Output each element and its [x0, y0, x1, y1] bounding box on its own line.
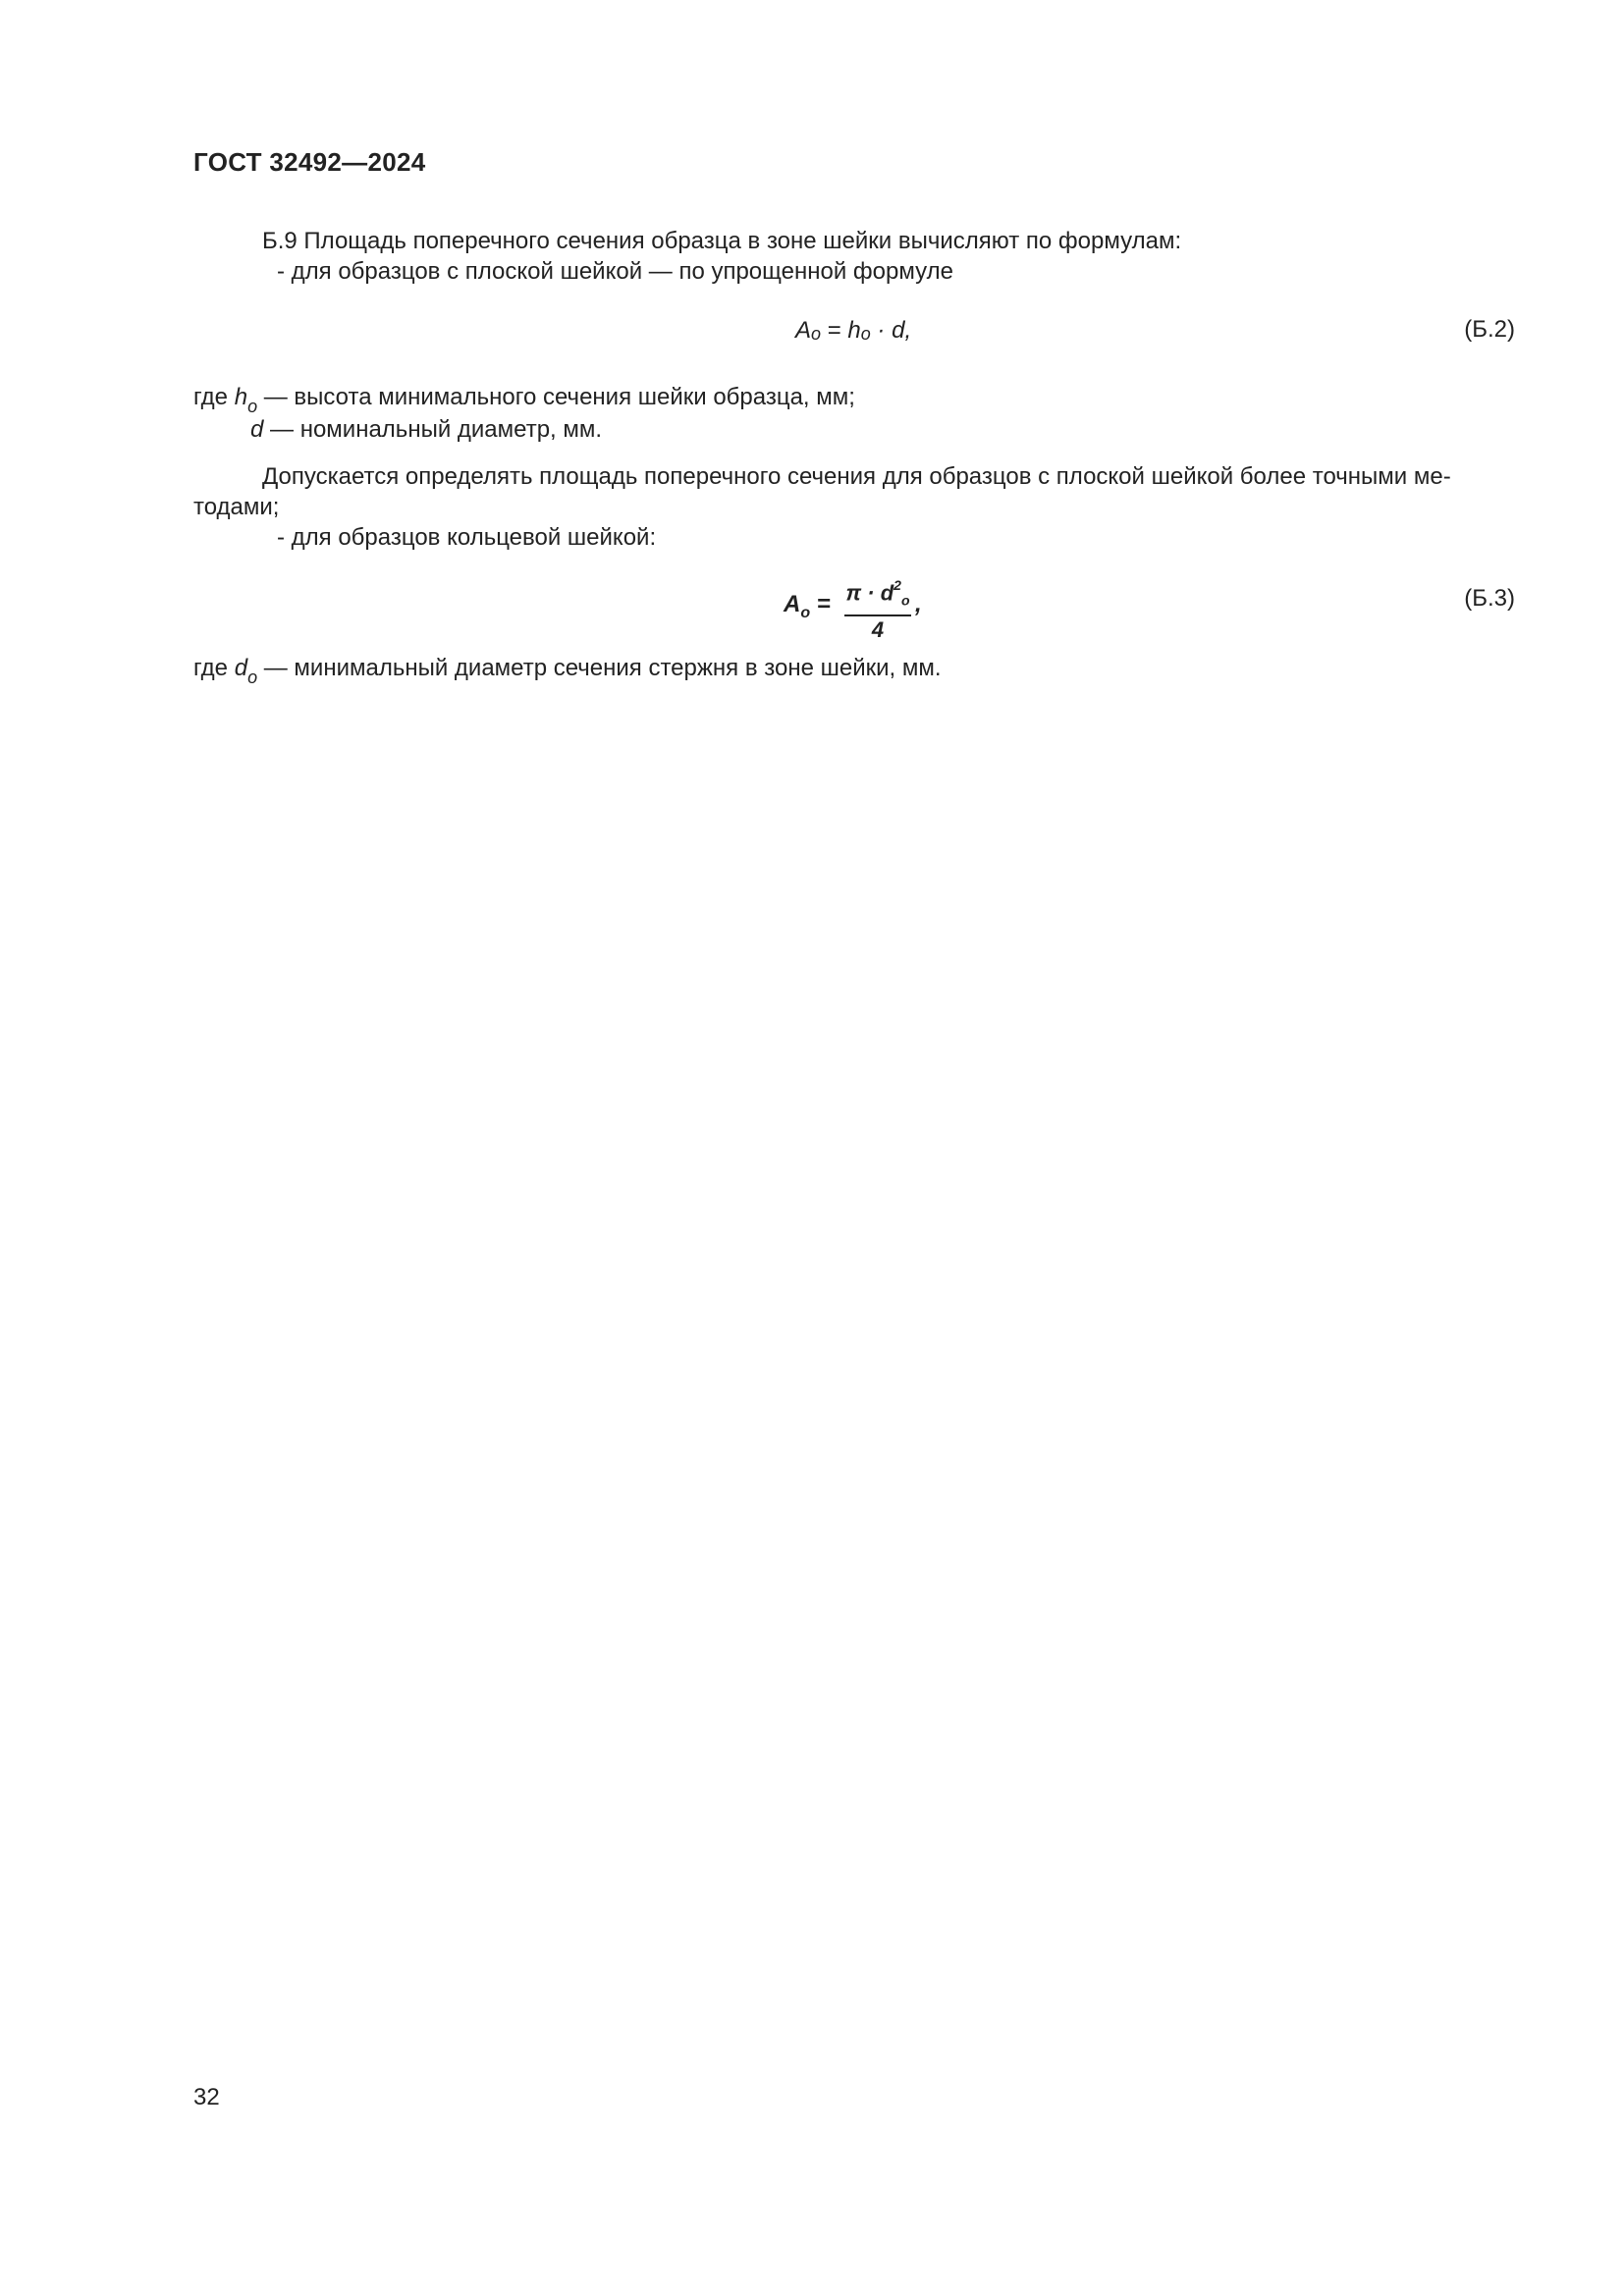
legend2-d-sub: o — [247, 667, 258, 687]
formula-b3-lhs-sub: o — [800, 604, 811, 621]
legend-h-sub: o — [247, 397, 258, 416]
legend2-d-desc: — минимальный диаметр сечения стержня в зоне шейки, мм. — [257, 655, 942, 681]
formula-b3-eq: = — [810, 591, 831, 617]
fraction-bar — [844, 614, 911, 616]
formula-b2-h: h — [847, 317, 861, 344]
formula-b2-h-sub: o — [860, 324, 871, 344]
legend-d-symbol: d — [250, 416, 264, 443]
formula-b2-number: (Б.2) — [1464, 316, 1515, 343]
legend-h — [193, 383, 855, 416]
section-b9-line2: - для образцов с плоской шейкой — по упрощенной формуле — [277, 258, 953, 285]
formula-b3-num-sup: 2 — [893, 577, 901, 593]
paragraph-line2: тодами; — [193, 494, 280, 520]
document-header: ГОСТ 32492—2024 — [193, 147, 426, 177]
page-number: 32 — [193, 2084, 220, 2110]
legend-do — [193, 654, 942, 687]
formula-b3-num-sub: o — [900, 592, 910, 609]
legend-where-word: где — [193, 384, 235, 410]
formula-b2-lhs-sub: o — [811, 324, 822, 344]
legend-d — [250, 415, 602, 445]
formula-b3-comma: , — [915, 591, 922, 617]
formula-b2-rest: · d, — [870, 317, 912, 344]
paragraph-line1: Допускается определять площадь поперечного сечения для образцов с плоской шейкой более точными ме- — [262, 463, 1451, 490]
legend2-d-symbol: d — [234, 655, 248, 681]
legend-h-desc: — высота минимального сечения шейки образца, мм; — [257, 384, 855, 410]
legend2-where-word: где — [193, 655, 235, 681]
formula-b3-lhs-var: A — [784, 591, 801, 617]
formula-b2-lhs: A — [795, 317, 812, 344]
formula-b3-denominator: 4 — [871, 616, 885, 642]
formula-b2-eq: = — [821, 317, 848, 344]
section-b9-line1: Б.9 Площадь поперечного сечения образца в зоне шейки вычисляют по формулам: — [262, 228, 1182, 254]
paragraph-line3: - для образцов кольцевой шейкой: — [277, 524, 657, 551]
formula-b3-fraction — [844, 574, 911, 643]
formula-b3-num-text: π · d — [845, 580, 894, 606]
formula-b3-number: (Б.3) — [1464, 585, 1515, 612]
formula-b3-lhs — [784, 591, 831, 622]
formula-b3-numerator — [844, 574, 911, 614]
legend-h-symbol: h — [234, 384, 248, 410]
formula-b2 — [795, 317, 911, 345]
legend-d-desc: — номинальный диаметр, мм. — [263, 416, 603, 443]
